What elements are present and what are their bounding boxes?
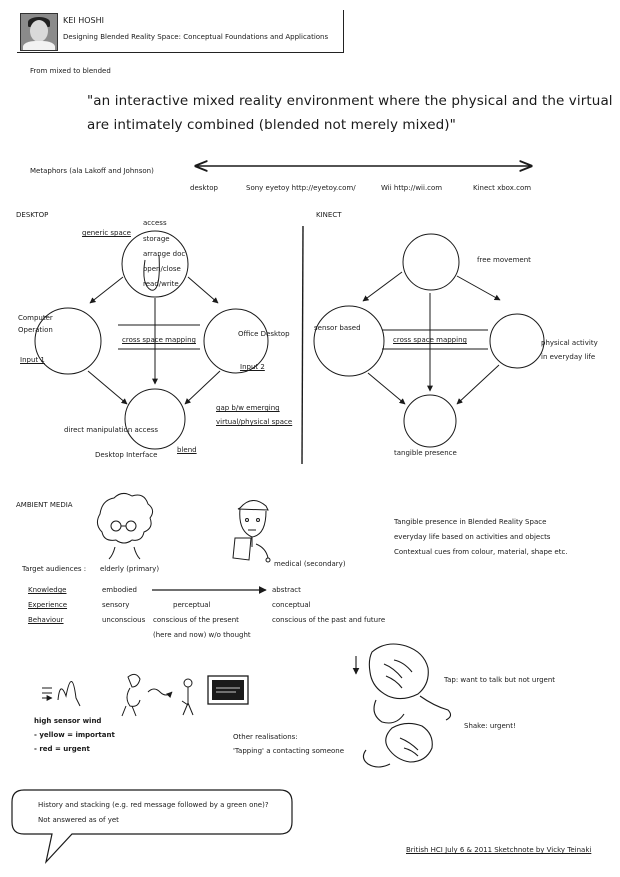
bubble-line-1: History and stacking (e.g. red message followed by a green one)? [38, 801, 269, 809]
blend-label: blend [177, 446, 197, 454]
person-sketch-1 [122, 674, 140, 716]
k-arrow-1 [363, 272, 402, 301]
row-label-experience: Experience [28, 601, 68, 609]
transition-arrow [148, 689, 172, 695]
experience-conceptual: conceptual [272, 601, 311, 609]
other-realisations-label: Other realisations: [233, 733, 298, 741]
desktop-generic-circle [122, 231, 188, 297]
arrow-generic-input1 [90, 277, 123, 303]
metaphor-eyetoy: Sony eyetoy http://eyetoy.com/ [246, 184, 356, 192]
tangible-note-2: everyday life based on activities and objects [394, 533, 551, 541]
metaphor-desktop: desktop [190, 184, 218, 192]
bubble-line-2: Not answered as of yet [38, 816, 119, 824]
arrow-generic-input2 [188, 277, 218, 303]
person-sketch-2 [182, 679, 193, 715]
metaphor-kinect: Kinect xbox.com [473, 184, 532, 192]
input-2-label: Input 2 [240, 363, 265, 371]
computer-label: Computer [18, 314, 53, 322]
sensor-based-label: sensor based [314, 324, 361, 332]
experience-sensory: sensory [102, 601, 130, 609]
behaviour-unconscious: unconscious [102, 616, 146, 624]
talk-title: Designing Blended Reality Space: Conceptual Foundations and Applications [63, 33, 329, 41]
k-arrow-4 [368, 373, 405, 404]
desktop-cross-space-label: cross space mapping [122, 336, 196, 344]
knowledge-embodied: embodied [102, 586, 137, 594]
hand-gesture-sketch [42, 681, 80, 706]
target-audiences-label: Target audiences : [22, 565, 87, 573]
function-storage: storage [143, 235, 170, 243]
arrow-input2-blend [185, 371, 220, 404]
speech-bubble [12, 790, 292, 862]
metaphor-wii: Wii http://wii.com [381, 184, 443, 192]
function-open-close: open/close [143, 265, 181, 273]
tangible-note-1: Tangible presence in Blended Reality Space [394, 518, 547, 526]
shake-label: Shake: urgent! [464, 722, 516, 730]
operation-label: Operation [18, 326, 53, 334]
input-1-label: Input 1 [20, 356, 45, 364]
row-label-knowledge: Knowledge [28, 586, 67, 594]
k-arrow-2 [457, 276, 500, 300]
quote-line-1: "an interactive mixed reality environment where the physical and the virtual [87, 93, 613, 109]
office-desktop-label: Office Desktop [238, 330, 290, 338]
generic-space-label: generic space [82, 229, 131, 237]
tap-label: Tap: want to talk but not urgent [444, 676, 556, 684]
experience-perceptual: perceptual [173, 601, 211, 609]
here-and-now-label: (here and now) w/o thought [153, 631, 251, 639]
tapping-label: 'Tapping' a contacting someone [233, 747, 345, 755]
quote-line-2: are intimately combined (blended not merely mixed)" [87, 117, 456, 133]
direct-manipulation-label: direct manipulation access [64, 426, 159, 434]
behaviour-past-future: conscious of the past and future [272, 616, 386, 624]
kinect-generic-circle [403, 234, 459, 290]
ambient-heading: AMBIENT MEDIA [16, 501, 73, 509]
from-mixed-label: From mixed to blended [30, 67, 111, 75]
everyday-life-label: in everyday life [541, 353, 596, 361]
kinect-input2-circle [490, 314, 544, 368]
elderly-label: elderly (primary) [100, 565, 160, 573]
desktop-input1-circle [35, 308, 101, 374]
hand-label-3: - red = urgent [34, 745, 90, 753]
medical-label: medical (secondary) [274, 560, 346, 568]
tangible-presence-label: tangible presence [394, 449, 457, 457]
kinect-input1-circle [314, 306, 384, 376]
row-label-behaviour: Behaviour [28, 616, 64, 624]
kinect-cross-space-label: cross space mapping [393, 336, 467, 344]
hand-label-1: high sensor wind [34, 717, 102, 725]
function-access: access [143, 219, 167, 227]
desktop-blend-circle [125, 389, 185, 449]
physical-activity-label: physical activity [541, 339, 598, 347]
knowledge-abstract: abstract [272, 586, 301, 594]
desktop-input2-circle [204, 309, 268, 373]
behaviour-present: conscious of the present [153, 616, 239, 624]
arrow-input1-blend [88, 371, 127, 404]
medical-person-sketch [233, 500, 270, 562]
elderly-person-sketch [97, 493, 152, 559]
kinect-heading: KINECT [316, 211, 342, 219]
function-arrange: arrange doc [143, 250, 186, 258]
function-read-write: read/write [143, 280, 179, 288]
hand-label-2: - yellow = important [34, 731, 115, 739]
author-name: KEI HOSHI [63, 16, 104, 25]
gap-label-2: virtual/physical space [216, 418, 293, 426]
gap-label-1: gap b/w emerging [216, 404, 280, 412]
footer-credit: British HCI July 6 & 2011 Sketchnote by Vicky Teinaki [406, 846, 592, 854]
tangible-note-3: Contextual cues from colour, material, shape etc. [394, 548, 568, 556]
desktop-interface-label: Desktop Interface [95, 451, 158, 459]
tap-shake-hands-sketch [356, 644, 451, 767]
free-movement-label: free movement [477, 256, 531, 264]
section-divider [302, 226, 303, 464]
kinect-blend-circle [404, 395, 456, 447]
metaphors-label: Metaphors (ala Lakoff and Johnson) [30, 167, 154, 175]
k-arrow-5 [457, 365, 499, 404]
desktop-heading: DESKTOP [16, 211, 49, 219]
